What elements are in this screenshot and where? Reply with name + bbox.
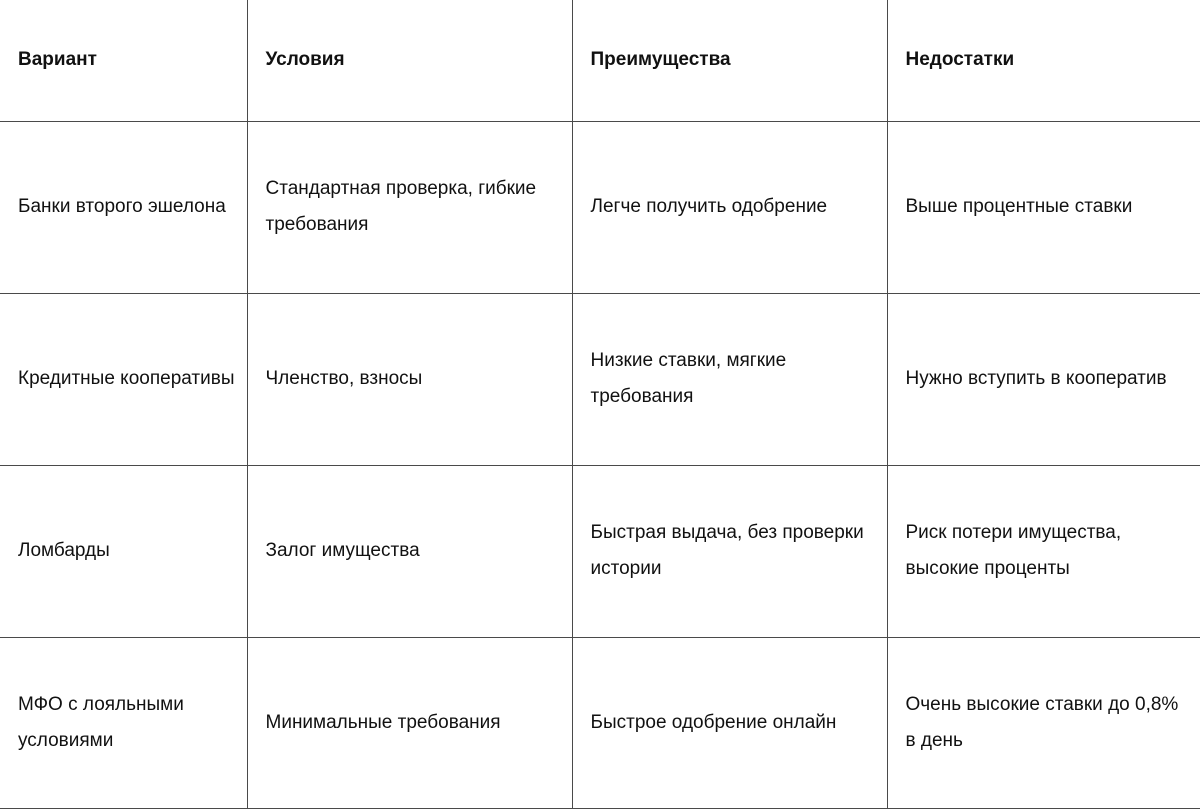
header-variant: Вариант	[0, 0, 247, 121]
cell-disadvantages: Выше процентные ставки	[887, 121, 1200, 293]
cell-disadvantages: Нужно вступить в кооператив	[887, 293, 1200, 465]
cell-variant: Ломбарды	[0, 465, 247, 637]
cell-advantages: Быстрая выдача, без проверки истории	[572, 465, 887, 637]
cell-disadvantages: Очень высокие ставки до 0,8% в день	[887, 637, 1200, 808]
cell-disadvantages: Риск потери имущества, высокие проценты	[887, 465, 1200, 637]
table-row	[0, 121, 1200, 293]
cell-conditions: Минимальные требования	[247, 637, 572, 808]
cell-advantages: Легче получить одобрение	[572, 121, 887, 293]
table-header	[0, 0, 1200, 121]
cell-variant: Банки второго эшелона	[0, 121, 247, 293]
cell-variant: Кредитные кооперативы	[0, 293, 247, 465]
table-row	[0, 293, 1200, 465]
cell-conditions: Стандартная проверка, гибкие требования	[247, 121, 572, 293]
cell-variant: МФО с лояльными условиями	[0, 637, 247, 808]
header-row	[0, 0, 1200, 121]
table-row	[0, 465, 1200, 637]
cell-conditions: Залог имущества	[247, 465, 572, 637]
table-body	[0, 121, 1200, 808]
cell-advantages: Низкие ставки, мягкие требования	[572, 293, 887, 465]
cell-advantages: Быстрое одобрение онлайн	[572, 637, 887, 808]
header-conditions: Условия	[247, 0, 572, 121]
header-disadvantages: Недостатки	[887, 0, 1200, 121]
table-row	[0, 637, 1200, 808]
cell-conditions: Членство, взносы	[247, 293, 572, 465]
header-advantages: Преимущества	[572, 0, 887, 121]
